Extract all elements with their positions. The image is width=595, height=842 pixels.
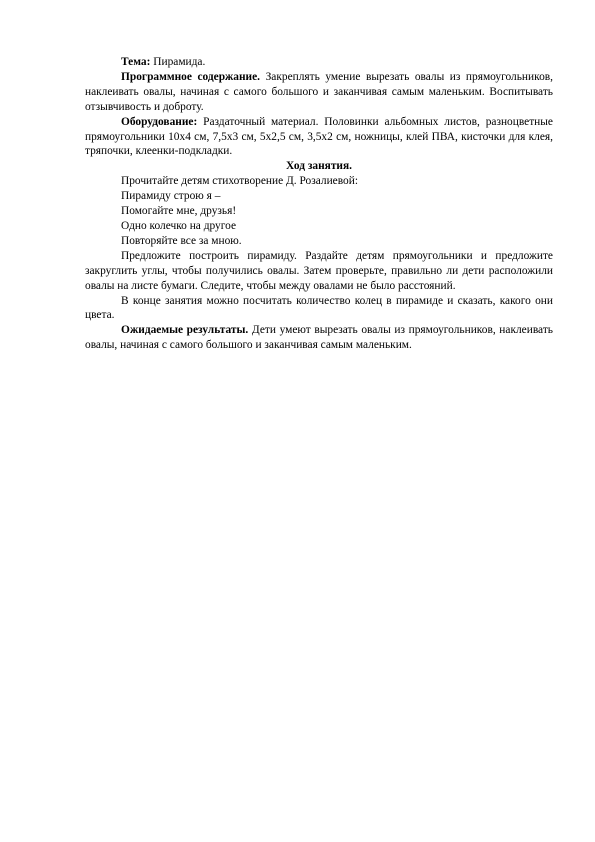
poem-line: Повторяйте все за мною. [121,234,242,247]
expected-results-label: Ожидаемые результаты. [121,324,249,337]
topic-text: Пирамида. [153,56,206,68]
topic-label: Тема: [121,56,151,68]
instructions-paragraph: Предложите построить пирамиду. Раздайте детям прямоугольники и предложите закруглить углы, чтобы получились овалы. Затем проверьте, правильно ли дети расположили овалы на листе бумаги. Следите, чтобы между овалами не было расстояний. [85,249,553,292]
poem-line: Пирамиду строю я – [121,190,221,203]
poem-line: Одно колечко на другое [121,219,237,232]
lesson-heading: Ход занятия. [285,160,353,173]
poem-line: Помогайте мне, друзья! [121,205,237,218]
intro-line: Прочитайте детям стихотворение Д. Розалиевой: [121,175,358,188]
topic-paragraph [85,55,553,70]
expected-results-text: Дети умеют вырезать овалы из прямоугольников, наклеивать овалы, начиная с самого большого и заканчивая самым маленьким. [85,324,553,352]
program-content-label: Программное содержание. [121,70,261,83]
program-content-text: Закреплять умение вырезать овалы из прямоугольников, наклеивать овалы, начиная с самого большого и заканчивая самым маленьким. Воспитывать отзывчивость и доброту. [85,70,553,113]
equipment-label: Оборудование: [121,115,198,128]
equipment-paragraph [85,115,553,160]
program-content-paragraph [85,70,553,115]
document-body [85,55,553,353]
conclusion-paragraph: В конце занятия можно посчитать количество колец в пирамиде и сказать, какого они цвета. [85,294,553,322]
expected-results-paragraph [85,323,553,353]
equipment-text: Раздаточный материал. Половинки альбомных листов, разноцветные прямоугольники 10х4 см, 7,5х3 см, 5х2,5 см, 3,5х2 см, ножницы, клей ПВА, кисточки для клея, тряпочки, клеенки-подкладки. [85,115,553,158]
